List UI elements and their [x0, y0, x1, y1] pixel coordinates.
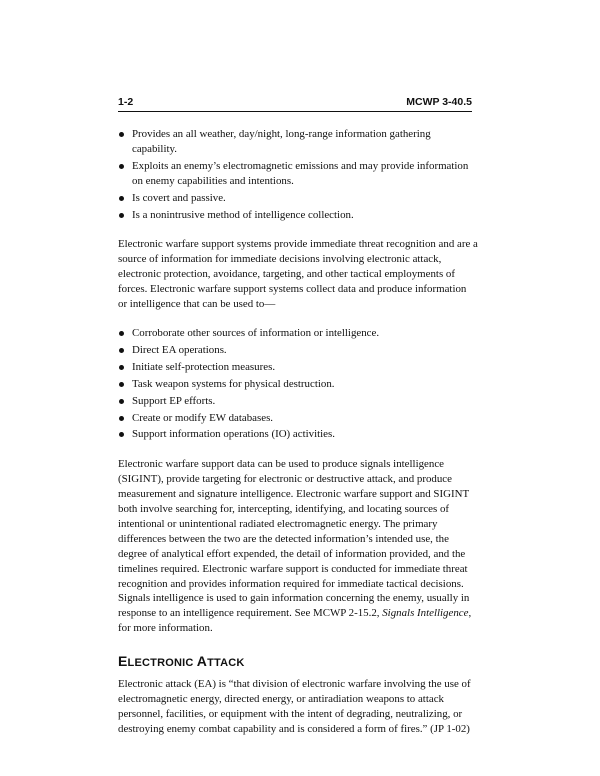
page-body — [118, 127, 478, 737]
uses-list — [118, 326, 478, 442]
capabilities-list — [118, 127, 478, 222]
list-item: Support EP efforts. — [118, 394, 478, 409]
list-item: Exploits an enemy’s electromagnetic emissions and may provide information on enemy capabilities and intentions. — [118, 159, 478, 189]
list-item: Provides an all weather, day/night, long-range information gathering capability. — [118, 127, 478, 157]
list-item: Task weapon systems for physical destruction. — [118, 377, 478, 392]
list-item: Initiate self-protection measures. — [118, 360, 478, 375]
list-item: Corroborate other sources of information or intelligence. — [118, 326, 478, 341]
paragraph-es-systems: Electronic warfare support systems provide immediate threat recognition and are a source of information for immediate decisions involving electronic attack, electronic protection, avoidance, targeting, and other tactical employments of forces. Electronic warfare support systems collect data and produce information or intelligence that can be used to— — [118, 238, 478, 311]
list-item: Support information operations (IO) activities. — [118, 427, 478, 442]
list-item: Is a nonintrusive method of intelligence collection. — [118, 208, 478, 223]
page-number: 1-2 — [118, 96, 134, 108]
publication-id: MCWP 3-40.5 — [406, 96, 472, 108]
list-item: Is covert and passive. — [118, 191, 478, 206]
section-heading: ELECTRONIC ATTACK — [118, 653, 245, 670]
paragraph-es-data — [118, 457, 478, 636]
header-rule — [118, 111, 472, 112]
paragraph-tail: , for more information. — [118, 607, 472, 635]
paragraph-text: Electronic warfare support data can be used to produce signals intelligence (SIGINT), provide targeting for electronic or destructive attack, and produce measurement and signature intelligence. Electronic warfare support and SIGINT both involve searching for, intercepting, identifying, and locating sources of intentional or unintentional radiated electromagnetic energy. The primary differences between the two are the detected information’s intended use, the degree of analytical effort expended, the detail of information provided, and the timelines required. Electronic warfare support is conducted for immediate threat recognition and provides information required for immediate tactical decisions. Signals intelligence is used to gain information concerning the enemy, usually in response to an intelligence requirement. See MCWP 2-15.2, — [118, 458, 470, 620]
list-item: Direct EA operations. — [118, 343, 478, 358]
reference-title: Signals Intelligence — [382, 607, 469, 620]
list-item: Create or modify EW databases. — [118, 411, 478, 426]
paragraph-ea-definition: Electronic attack (EA) is “that division of electronic warfare involving the use of electromagnetic energy, directed energy, or antiradiation weapons to attack personnel, facilities, or equipment with the intent of degrading, neutralizing, or destroying enemy combat capability and is considered a form of fires.” (JP 1-02) — [118, 678, 471, 735]
